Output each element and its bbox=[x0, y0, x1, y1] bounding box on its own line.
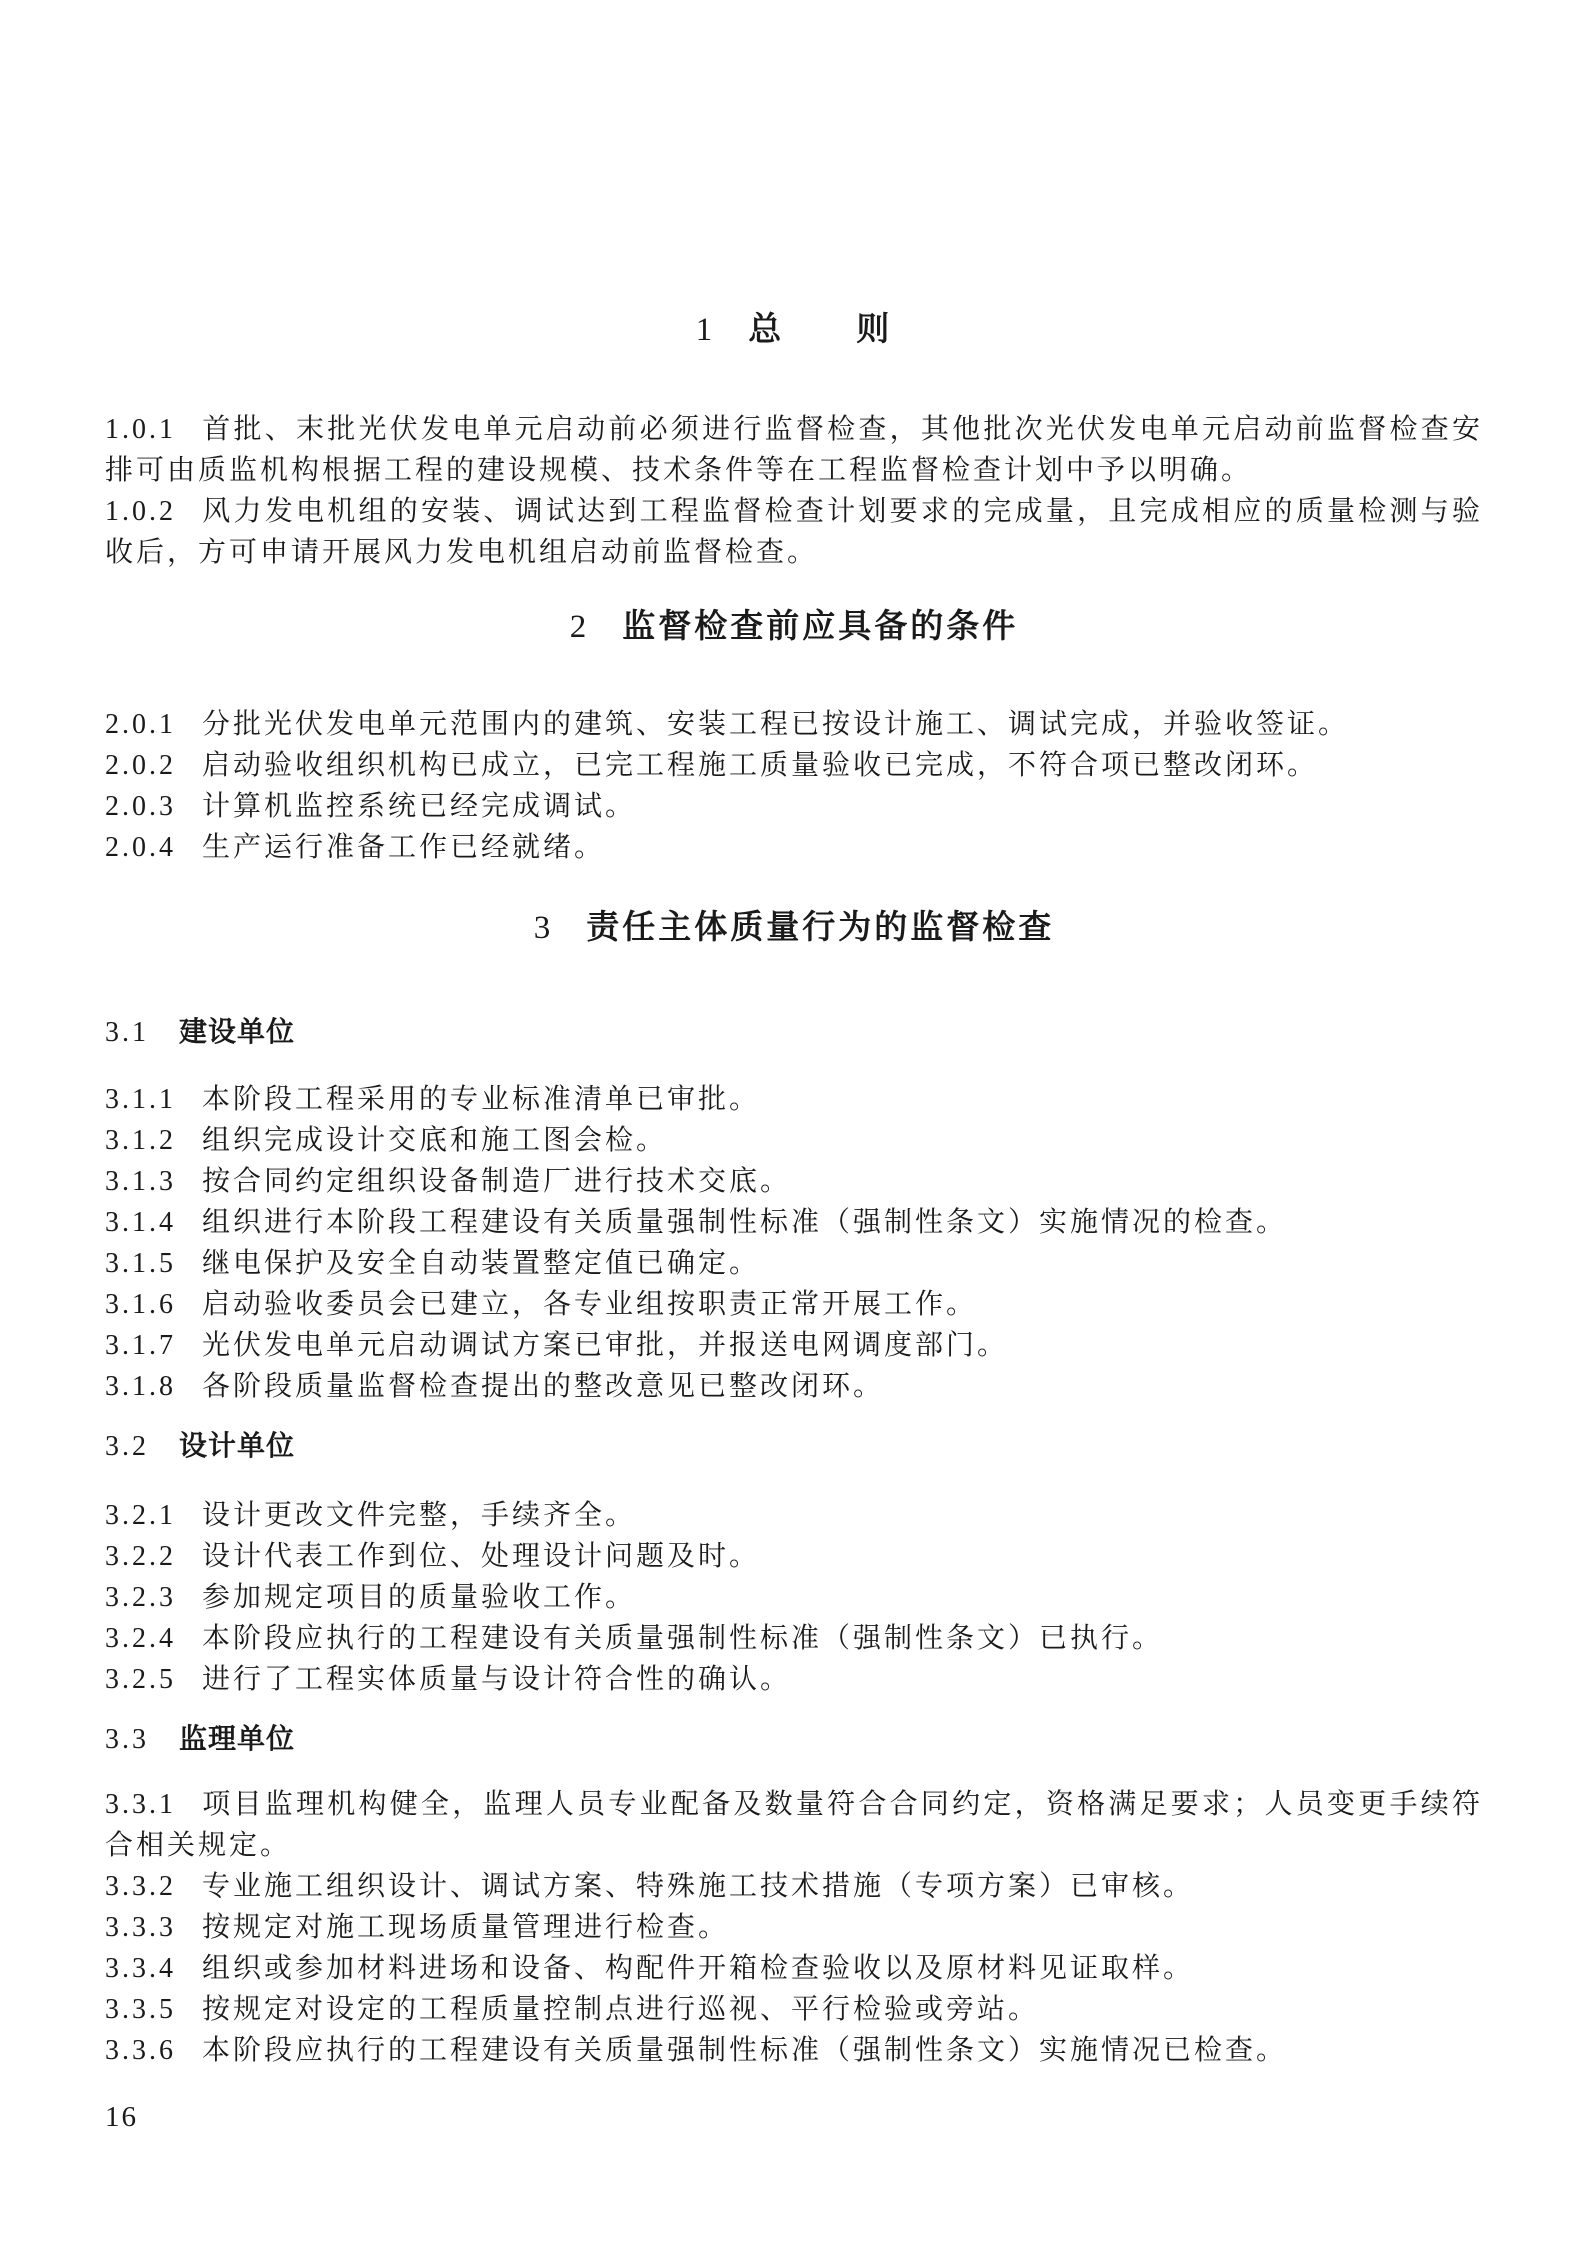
chapter-2 bbox=[105, 605, 1483, 868]
clause-3-2-3 bbox=[105, 1577, 1483, 1618]
clause-number: 3.3.4 bbox=[105, 1953, 176, 1984]
clause-number: 3.2.4 bbox=[105, 1623, 176, 1654]
clause-text: 首批、末批光伏发电单元启动前必须进行监督检查，其他批次光伏发电单元启动前监督检查安排可由质监机构根据工程的建设规模、技术条件等在工程监督检查计划中予以明确。 bbox=[105, 414, 1483, 486]
clause-number: 3.2.3 bbox=[105, 1582, 176, 1613]
clause-number: 2.0.4 bbox=[105, 832, 176, 863]
clause-text: 设计代表工作到位、处理设计问题及时。 bbox=[202, 1541, 761, 1572]
clause-number: 1.0.2 bbox=[105, 496, 176, 527]
clause-number: 3.2.2 bbox=[105, 1541, 176, 1572]
subsection-3-2-heading bbox=[105, 1425, 1483, 1467]
clause-text: 按规定对施工现场质量管理进行检查。 bbox=[202, 1912, 730, 1943]
clause-text: 光伏发电单元启动调试方案已审批，并报送电网调度部门。 bbox=[202, 1330, 1009, 1361]
clause-number: 3.2.5 bbox=[105, 1664, 176, 1695]
clause-text: 生产运行准备工作已经就绪。 bbox=[202, 832, 606, 863]
clause-3-3-6 bbox=[105, 2030, 1483, 2071]
chapter-3 bbox=[105, 906, 1483, 2071]
page-number: 16 bbox=[105, 2101, 138, 2133]
clause-1-0-2 bbox=[105, 491, 1483, 573]
clause-3-3-2 bbox=[105, 1866, 1483, 1907]
clause-3-1-2 bbox=[105, 1120, 1483, 1161]
subsection-3-1-heading bbox=[105, 1011, 1483, 1053]
clause-text: 组织或参加材料进场和设备、构配件开箱检查验收以及原材料见证取样。 bbox=[202, 1953, 1195, 1984]
clause-3-1-7 bbox=[105, 1325, 1483, 1366]
clause-number: 3.1.7 bbox=[105, 1330, 176, 1361]
clause-3-2-4 bbox=[105, 1618, 1483, 1659]
subsection-3-3-heading bbox=[105, 1718, 1483, 1760]
chapter-1-heading bbox=[105, 308, 1483, 351]
clause-number: 2.0.1 bbox=[105, 709, 176, 740]
clause-text: 分批光伏发电单元范围内的建筑、安装工程已按设计施工、调试完成，并验收签证。 bbox=[202, 709, 1350, 740]
clause-3-1-4 bbox=[105, 1202, 1483, 1243]
chapter-1 bbox=[105, 308, 1483, 573]
clause-number: 3.1.1 bbox=[105, 1084, 176, 1115]
clause-text: 本阶段工程采用的专业标准清单已审批。 bbox=[202, 1084, 761, 1115]
clause-text: 启动验收组织机构已成立，已完工程施工质量验收已完成，不符合项已整改闭环。 bbox=[202, 750, 1319, 781]
clause-3-1-6 bbox=[105, 1284, 1483, 1325]
subsection-3-1 bbox=[105, 1011, 1483, 1407]
clause-number: 3.1.5 bbox=[105, 1248, 176, 1279]
clause-text: 启动验收委员会已建立，各专业组按职责正常开展工作。 bbox=[202, 1289, 978, 1320]
subsection-title: 设计单位 bbox=[179, 1430, 296, 1461]
subsection-number: 3.2 bbox=[105, 1431, 149, 1462]
clause-text: 本阶段应执行的工程建设有关质量强制性标准（强制性条文）已执行。 bbox=[202, 1623, 1164, 1654]
clause-number: 3.1.6 bbox=[105, 1289, 176, 1320]
clause-text: 组织进行本阶段工程建设有关质量强制性标准（强制性条文）实施情况的检查。 bbox=[202, 1207, 1288, 1238]
clause-text: 继电保护及安全自动装置整定值已确定。 bbox=[202, 1248, 761, 1279]
clause-text: 项目监理机构健全，监理人员专业配备及数量符合合同约定，资格满足要求；人员变更手续符合相关规定。 bbox=[105, 1789, 1483, 1861]
clause-2-0-3 bbox=[105, 786, 1483, 827]
clause-number: 3.3.2 bbox=[105, 1871, 176, 1902]
clause-3-2-5 bbox=[105, 1659, 1483, 1700]
clause-number: 3.1.3 bbox=[105, 1166, 176, 1197]
chapter-3-number: 3 bbox=[533, 910, 553, 946]
chapter-3-heading bbox=[105, 906, 1483, 949]
clause-3-1-3 bbox=[105, 1161, 1483, 1202]
subsection-title: 建设单位 bbox=[179, 1016, 296, 1047]
clause-number: 3.3.5 bbox=[105, 1994, 176, 2025]
clause-2-0-4 bbox=[105, 827, 1483, 868]
clause-text: 专业施工组织设计、调试方案、特殊施工技术措施（专项方案）已审核。 bbox=[202, 1871, 1195, 1902]
clause-1-0-1 bbox=[105, 409, 1483, 491]
chapter-1-title: 总 则 bbox=[748, 310, 893, 347]
clause-number: 3.1.8 bbox=[105, 1371, 176, 1402]
clause-text: 各阶段质量监督检查提出的整改意见已整改闭环。 bbox=[202, 1371, 885, 1402]
clause-3-2-1 bbox=[105, 1495, 1483, 1536]
clause-number: 3.3.6 bbox=[105, 2035, 176, 2066]
clause-number: 3.2.1 bbox=[105, 1500, 176, 1531]
clause-3-2-2 bbox=[105, 1536, 1483, 1577]
chapter-1-number: 1 bbox=[695, 312, 715, 348]
clause-number: 3.3.1 bbox=[105, 1789, 176, 1820]
subsection-3-2 bbox=[105, 1425, 1483, 1700]
clause-text: 进行了工程实体质量与设计符合性的确认。 bbox=[202, 1664, 792, 1695]
clause-3-3-1 bbox=[105, 1784, 1483, 1866]
clause-3-1-8 bbox=[105, 1366, 1483, 1407]
clause-number: 1.0.1 bbox=[105, 414, 176, 445]
clause-number: 2.0.2 bbox=[105, 750, 176, 781]
clause-text: 本阶段应执行的工程建设有关质量强制性标准（强制性条文）实施情况已检查。 bbox=[202, 2035, 1288, 2066]
clause-text: 风力发电机组的安装、调试达到工程监督检查计划要求的完成量，且完成相应的质量检测与验收后，方可申请开展风力发电机组启动前监督检查。 bbox=[105, 496, 1483, 568]
clause-2-0-2 bbox=[105, 745, 1483, 786]
clause-3-1-1 bbox=[105, 1079, 1483, 1120]
chapter-3-title: 责任主体质量行为的监督检查 bbox=[586, 908, 1055, 945]
clause-text: 按规定对设定的工程质量控制点进行巡视、平行检验或旁站。 bbox=[202, 1994, 1040, 2025]
clause-3-3-5 bbox=[105, 1989, 1483, 2030]
subsection-title: 监理单位 bbox=[179, 1723, 296, 1754]
clause-number: 3.1.2 bbox=[105, 1125, 176, 1156]
clause-3-3-3 bbox=[105, 1907, 1483, 1948]
subsection-number: 3.3 bbox=[105, 1724, 149, 1755]
clause-text: 参加规定项目的质量验收工作。 bbox=[202, 1582, 637, 1613]
chapter-2-title: 监督检查前应具备的条件 bbox=[622, 607, 1019, 644]
clause-3-1-5 bbox=[105, 1243, 1483, 1284]
subsection-3-3 bbox=[105, 1718, 1483, 2071]
subsection-number: 3.1 bbox=[105, 1017, 149, 1048]
clause-number: 3.3.3 bbox=[105, 1912, 176, 1943]
clause-number: 2.0.3 bbox=[105, 791, 176, 822]
clause-text: 设计更改文件完整，手续齐全。 bbox=[202, 1500, 637, 1531]
clause-number: 3.1.4 bbox=[105, 1207, 176, 1238]
clause-2-0-1 bbox=[105, 704, 1483, 745]
chapter-2-heading bbox=[105, 605, 1483, 648]
clause-text: 计算机监控系统已经完成调试。 bbox=[202, 791, 637, 822]
clause-text: 组织完成设计交底和施工图会检。 bbox=[202, 1125, 668, 1156]
clause-3-3-4 bbox=[105, 1948, 1483, 1989]
chapter-2-number: 2 bbox=[569, 609, 589, 645]
clause-text: 按合同约定组织设备制造厂进行技术交底。 bbox=[202, 1166, 792, 1197]
